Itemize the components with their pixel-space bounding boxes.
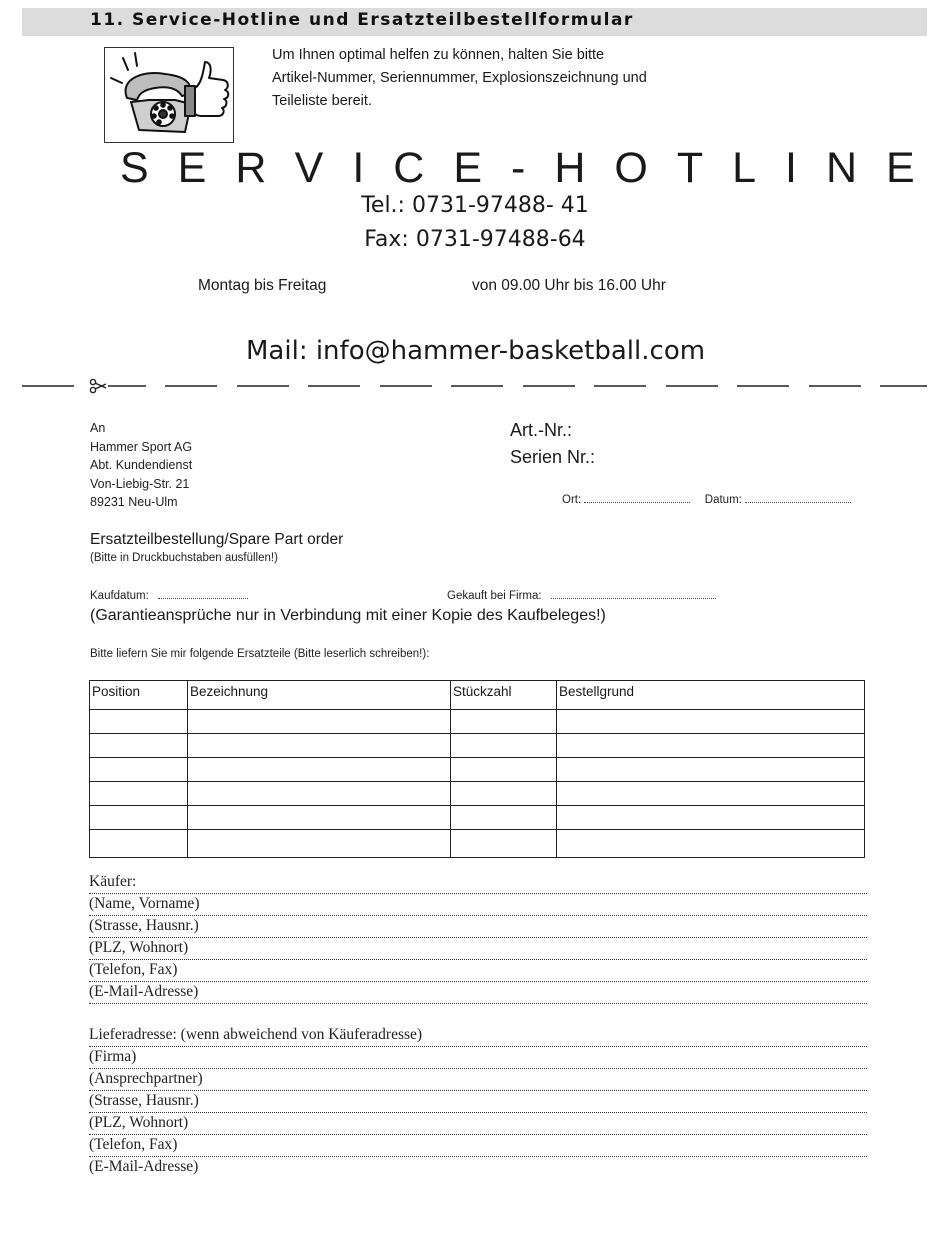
form-spacer bbox=[89, 1004, 867, 1025]
column-header-position: Position bbox=[90, 681, 188, 710]
delivery-line[interactable]: (E-Mail-Adresse) bbox=[89, 1158, 199, 1175]
bestellgrund-cell[interactable] bbox=[557, 782, 865, 806]
kaufdatum-label: Kaufdatum: bbox=[90, 590, 149, 602]
guarantee-note: (Garantieansprüche nur in Verbindung mit einer Kopie des Kaufbeleges!) bbox=[90, 607, 606, 624]
position-cell[interactable] bbox=[90, 806, 188, 830]
table-header-row bbox=[90, 681, 865, 710]
delivery-line[interactable]: Lieferadresse: (wenn abweichend von Käuferadresse) bbox=[89, 1025, 867, 1047]
bezeichnung-cell[interactable] bbox=[188, 830, 451, 858]
ort-label: Ort: bbox=[562, 494, 582, 506]
gekauft-label: Gekauft bei Firma: bbox=[447, 590, 542, 602]
address-form bbox=[89, 872, 867, 1179]
address-line: Hammer Sport AG bbox=[90, 439, 193, 454]
buyer-line[interactable]: (PLZ, Wohnort) bbox=[89, 938, 867, 960]
bestellgrund-cell[interactable] bbox=[557, 758, 865, 782]
bestellgrund-cell[interactable] bbox=[557, 734, 865, 758]
bezeichnung-cell[interactable] bbox=[188, 806, 451, 830]
position-cell[interactable] bbox=[90, 758, 188, 782]
table-row bbox=[90, 830, 865, 858]
recipient-address bbox=[90, 419, 192, 512]
table-row bbox=[90, 758, 865, 782]
phone-thumbs-up-icon bbox=[104, 47, 234, 143]
bestellgrund-cell[interactable] bbox=[557, 806, 865, 830]
gekauft-field[interactable] bbox=[551, 598, 716, 599]
address-line: Von-Liebig-Str. 21 bbox=[90, 476, 190, 491]
bezeichnung-cell[interactable] bbox=[188, 734, 451, 758]
telephone-number: Tel.: 0731-97488- 41 bbox=[361, 193, 589, 218]
fax-number: Fax: 0731-97488-64 bbox=[364, 227, 586, 252]
bestellgrund-cell[interactable] bbox=[557, 830, 865, 858]
hours-time: von 09.00 Uhr bis 16.00 Uhr bbox=[472, 277, 666, 294]
delivery-line[interactable]: (Ansprechpartner) bbox=[89, 1069, 867, 1091]
position-cell[interactable] bbox=[90, 734, 188, 758]
bezeichnung-cell[interactable] bbox=[188, 758, 451, 782]
bezeichnung-cell[interactable] bbox=[188, 710, 451, 734]
address-line: Abt. Kundendienst bbox=[90, 458, 193, 472]
delivery-line[interactable]: (Strasse, Hausnr.) bbox=[89, 1091, 867, 1113]
stueckzahl-cell[interactable] bbox=[451, 734, 557, 758]
kaufdatum-field[interactable] bbox=[158, 598, 248, 599]
buyer-line[interactable]: (Telefon, Fax) bbox=[89, 960, 867, 982]
request-text: Bitte liefern Sie mir folgende Ersatzteile (Bitte leserlich schreiben!): bbox=[90, 648, 430, 660]
art-nr-label: Art.-Nr.: bbox=[510, 420, 572, 440]
buyer-line[interactable]: (Strasse, Hausnr.) bbox=[89, 916, 867, 938]
column-header-stueckzahl: Stückzahl bbox=[451, 681, 557, 710]
intro-line: Artikel-Nummer, Seriennummer, Explosionszeichnung und bbox=[272, 70, 647, 86]
address-line: 89231 Neu-Ulm bbox=[90, 495, 178, 509]
position-cell[interactable] bbox=[90, 830, 188, 858]
delivery-line[interactable]: (Firma) bbox=[89, 1047, 867, 1069]
position-cell[interactable] bbox=[90, 710, 188, 734]
datum-field[interactable] bbox=[745, 502, 851, 503]
column-header-bestellgrund: Bestellgrund bbox=[557, 681, 865, 710]
buyer-line[interactable]: (Name, Vorname) bbox=[89, 894, 867, 916]
column-header-bezeichnung: Bezeichnung bbox=[188, 681, 451, 710]
buyer-line[interactable]: (E-Mail-Adresse) bbox=[89, 982, 867, 1004]
table-row bbox=[90, 734, 865, 758]
mail-address: Mail: info@hammer-basketball.com bbox=[246, 336, 706, 366]
bestellgrund-cell[interactable] bbox=[557, 710, 865, 734]
intro-line: Um Ihnen optimal helfen zu können, halten Sie bitte bbox=[272, 47, 605, 63]
section-title: 11. Service-Hotline und Ersatzteilbestellformular bbox=[90, 10, 634, 30]
stueckzahl-cell[interactable] bbox=[451, 830, 557, 858]
article-fields bbox=[510, 417, 595, 471]
ort-field[interactable] bbox=[584, 502, 690, 503]
scissors-icon bbox=[90, 379, 106, 392]
bezeichnung-cell[interactable] bbox=[188, 782, 451, 806]
position-cell[interactable] bbox=[90, 782, 188, 806]
stueckzahl-cell[interactable] bbox=[451, 782, 557, 806]
cut-line bbox=[22, 376, 927, 396]
stueckzahl-cell[interactable] bbox=[451, 710, 557, 734]
address-line: An bbox=[90, 421, 106, 435]
table-row bbox=[90, 710, 865, 734]
intro-text bbox=[272, 44, 792, 113]
order-subtitle: (Bitte in Druckbuchstaben ausfüllen!) bbox=[90, 552, 278, 564]
stueckzahl-cell[interactable] bbox=[451, 806, 557, 830]
gekauft-field-group bbox=[447, 590, 716, 602]
buyer-line[interactable]: Käufer: bbox=[89, 872, 867, 894]
kaufdatum-field-group bbox=[90, 590, 248, 602]
stueckzahl-cell[interactable] bbox=[451, 758, 557, 782]
hours-days: Montag bis Freitag bbox=[198, 277, 327, 294]
parts-table bbox=[89, 680, 865, 858]
table-row bbox=[90, 782, 865, 806]
delivery-line[interactable]: (PLZ, Wohnort) bbox=[89, 1113, 867, 1135]
serien-nr-label: Serien Nr.: bbox=[510, 447, 596, 467]
table-row bbox=[90, 806, 865, 830]
datum-label: Datum: bbox=[704, 494, 742, 506]
delivery-line[interactable]: (Telefon, Fax) bbox=[89, 1135, 867, 1157]
ort-datum-fields bbox=[562, 494, 851, 506]
order-title: Ersatzteilbestellung/Spare Part order bbox=[90, 531, 344, 548]
service-hotline-title: SERVICE-HOTLINE bbox=[120, 144, 944, 192]
intro-line: Teileliste bereit. bbox=[272, 93, 372, 109]
